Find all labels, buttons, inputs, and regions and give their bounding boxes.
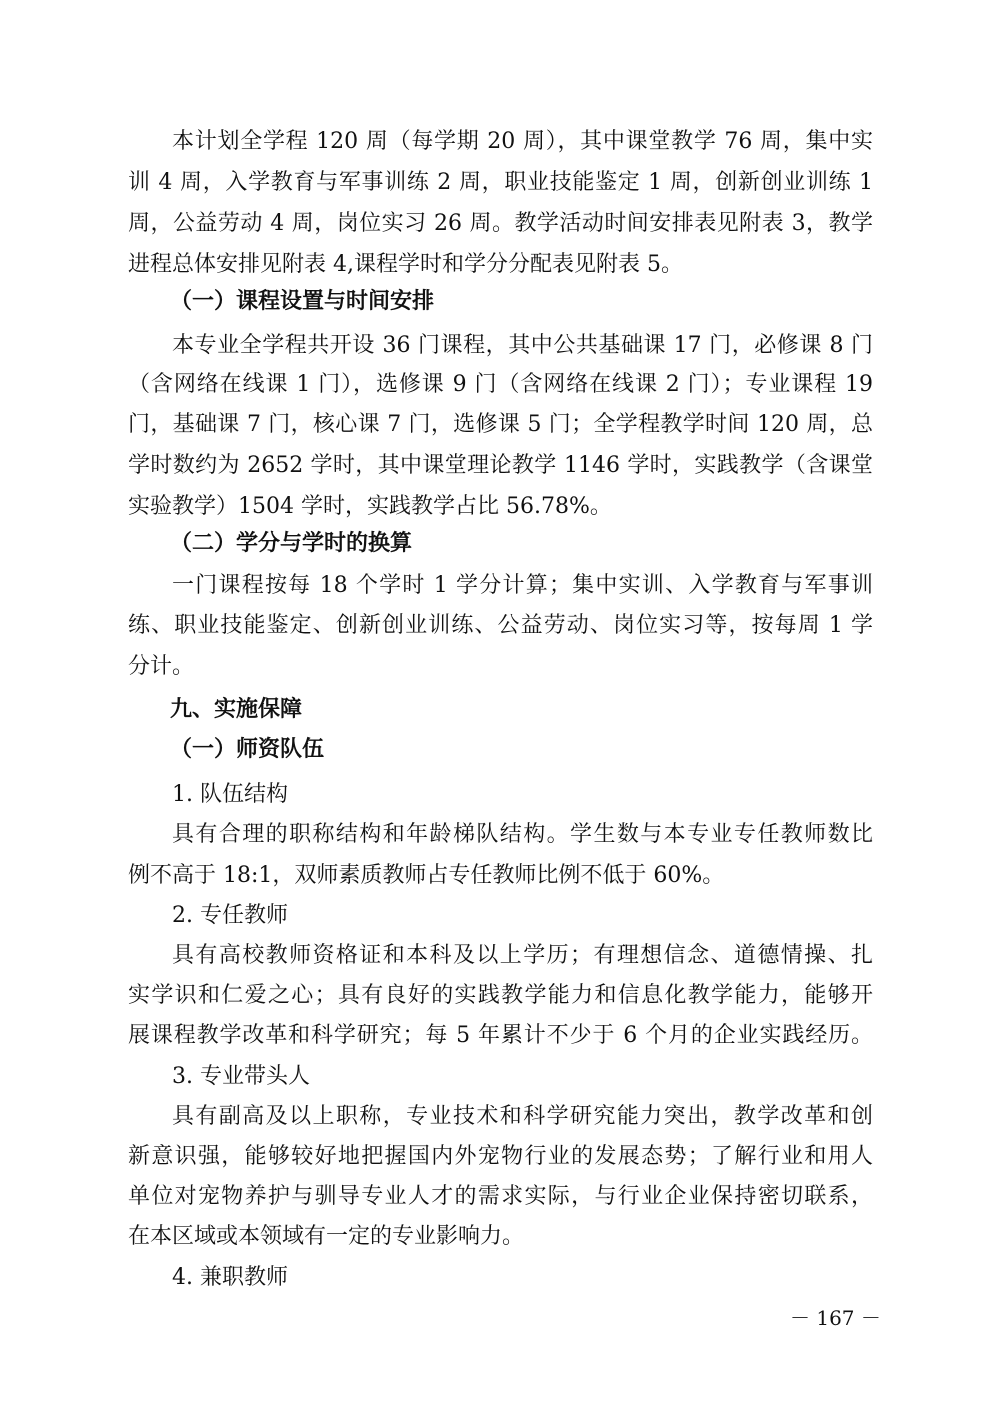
item1-title: 1. 队伍结构 [172, 782, 288, 807]
item4-title: 4. 兼职教师 [172, 1265, 288, 1290]
course-line-3: 门，基础课 7 门，核心课 7 门，选修课 5 门；全学程教学时间 120 周，总 [128, 412, 873, 437]
credit-heading: （二）学分与学时的换算 [170, 531, 413, 556]
item3-line-1: 具有副高及以上职称，专业技术和科学研究能力突出，教学改革和创 [172, 1104, 873, 1129]
intro-line-3: 周，公益劳动 4 周，岗位实习 26 周。教学活动时间安排表见附表 3，教学 [128, 211, 873, 236]
course-heading: （一）课程设置与时间安排 [170, 289, 435, 314]
item2-title: 2. 专任教师 [172, 903, 288, 928]
item3-title: 3. 专业带头人 [172, 1064, 310, 1089]
page-number: － 167 － [790, 1306, 881, 1330]
item1-line-2: 例不高于 18:1，双师素质教师占专任教师比例不低于 60%。 [128, 863, 725, 888]
item2-line-2: 实学识和仁爱之心；具有良好的实践教学能力和信息化教学能力，能够开 [128, 983, 873, 1008]
item1-line-1: 具有合理的职称结构和年龄梯队结构。学生数与本专业专任教师数比 [172, 822, 873, 847]
item3-line-4: 在本区域或本领域有一定的专业影响力。 [128, 1224, 525, 1249]
course-line-5: 实验教学）1504 学时，实践教学占比 56.78%。 [128, 494, 612, 519]
credit-line-1: 一门课程按每 18 个学时 1 学分计算；集中实训、入学教育与军事训 [172, 573, 873, 598]
item2-line-1: 具有高校教师资格证和本科及以上学历；有理想信念、道德情操、扎 [172, 943, 873, 968]
intro-line-1: 本计划全学程 120 周（每学期 20 周），其中课堂教学 76 周，集中实 [172, 129, 873, 154]
credit-line-3: 分计。 [128, 654, 195, 679]
item3-line-2: 新意识强，能够较好地把握国内外宠物行业的发展态势；了解行业和用人 [128, 1144, 873, 1169]
item3-line-3: 单位对宠物养护与驯导专业人才的需求实际，与行业企业保持密切联系， [128, 1184, 873, 1209]
course-line-1: 本专业全学程共开设 36 门课程，其中公共基础课 17 门，必修课 8 门 [172, 333, 873, 358]
credit-line-2: 练、职业技能鉴定、创新创业训练、公益劳动、岗位实习等，按每周 1 学 [128, 613, 873, 638]
intro-line-2: 训 4 周，入学教育与军事训练 2 周，职业技能鉴定 1 周，创新创业训练 1 [128, 170, 873, 195]
chapter-heading: 九、实施保障 [170, 697, 303, 722]
course-line-2: （含网络在线课 1 门），选修课 9 门（含网络在线课 2 门）；专业课程 19 [128, 372, 873, 397]
intro-line-4: 进程总体安排见附表 4,课程学时和学分分配表见附表 5。 [128, 252, 683, 277]
course-line-4: 学时数约为 2652 学时，其中课堂理论教学 1146 学时，实践教学（含课堂 [128, 453, 873, 478]
faculty-heading: （一）师资队伍 [170, 737, 325, 762]
item2-line-3: 展课程教学改革和科学研究；每 5 年累计不少于 6 个月的企业实践经历。 [128, 1023, 873, 1048]
